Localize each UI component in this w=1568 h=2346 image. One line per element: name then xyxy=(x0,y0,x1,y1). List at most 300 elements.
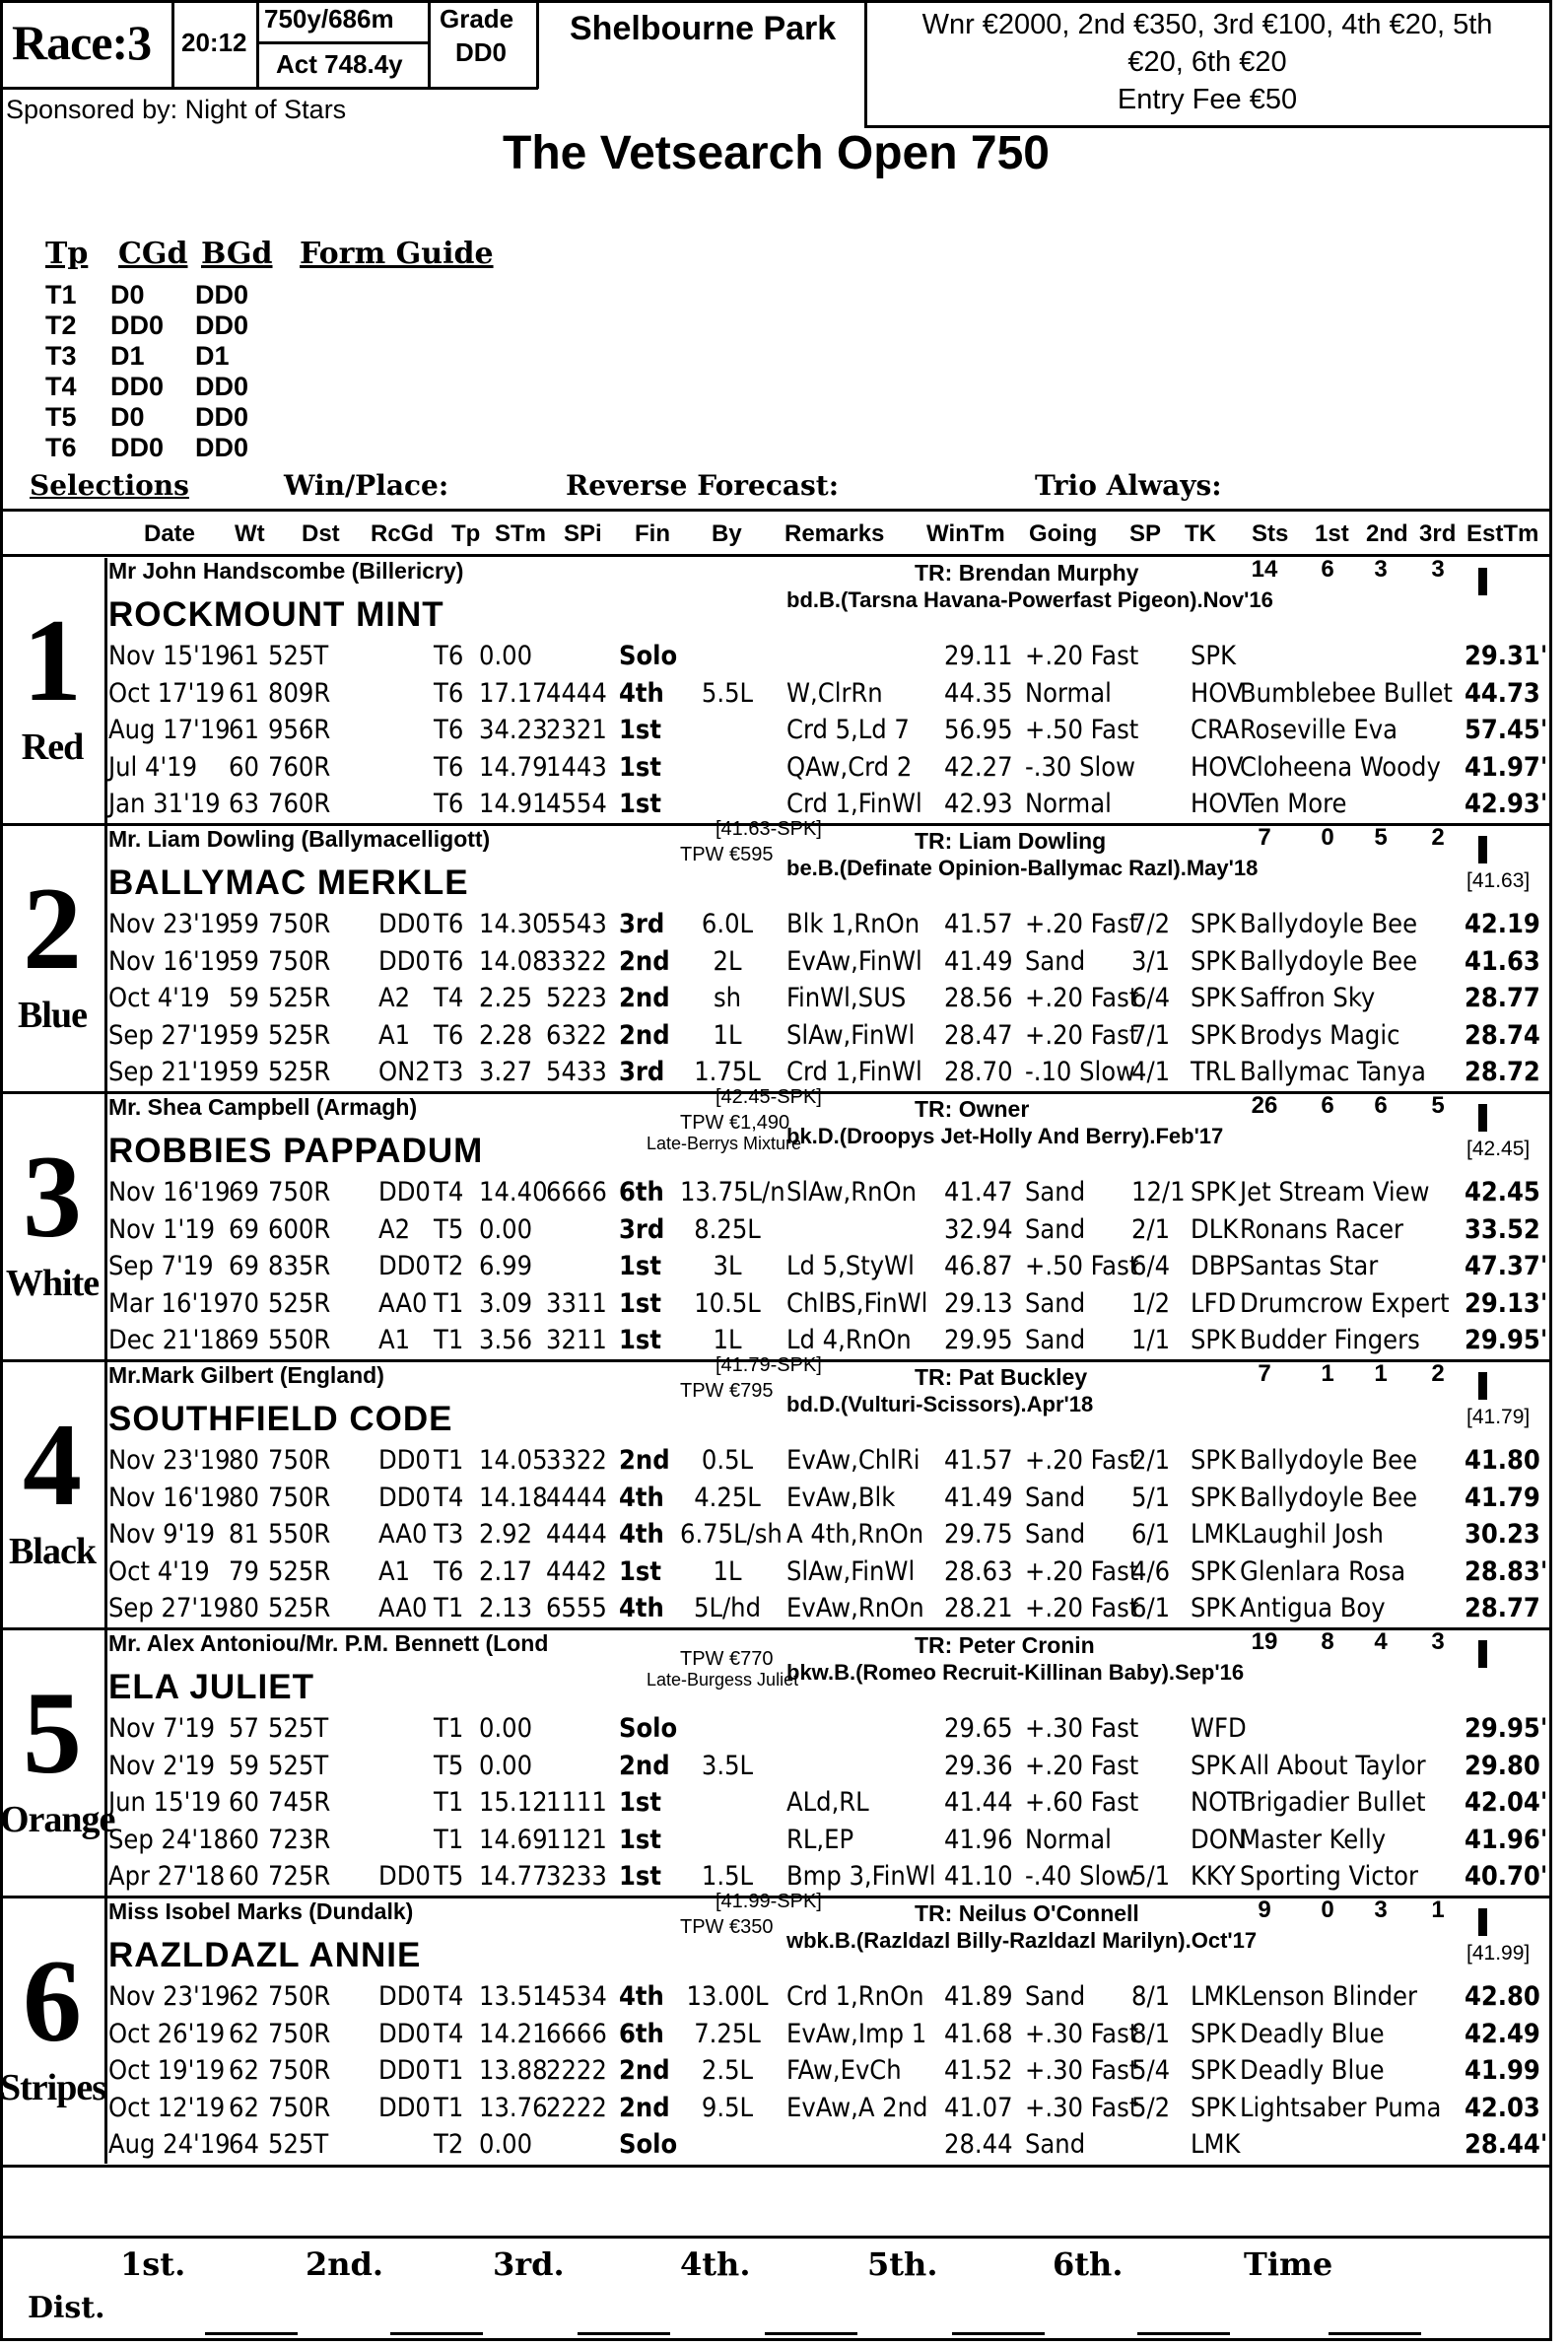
career-stat: 1 xyxy=(1431,1897,1445,1923)
form-line-cell: 14.69 xyxy=(479,1824,548,1855)
form-line-cell: T1 xyxy=(434,1593,464,1623)
place-label: Time xyxy=(1244,2245,1333,2283)
form-line-cell: 28.77 xyxy=(1465,1593,1540,1623)
form-line-cell: NOT xyxy=(1191,1787,1243,1818)
form-line-cell: 2.17 xyxy=(479,1555,533,1587)
form-line-cell: SPK xyxy=(1191,983,1236,1013)
form-line-cell: 41.99 xyxy=(1465,2055,1540,2086)
form-line-cell: 8.25L xyxy=(694,1213,761,1245)
form-line-cell: T6 xyxy=(434,945,464,977)
column-header: Remarks xyxy=(784,520,885,547)
form-line-cell: 2nd xyxy=(619,983,670,1013)
form-line-cell: 61 xyxy=(229,641,259,671)
trap-colour: Stripes xyxy=(0,2067,105,2108)
form-line-cell: W,ClrRn xyxy=(786,677,883,709)
form-line-cell: SPK xyxy=(1191,909,1236,939)
race-number: Race:3 xyxy=(12,15,152,70)
form-line-cell: A2 xyxy=(378,1213,411,1245)
trainer: TR: Liam Dowling xyxy=(915,828,1107,854)
form-line-cell: 29.65 xyxy=(944,1713,1013,1744)
career-stat: 3 xyxy=(1431,556,1445,583)
form-line-cell: A2 xyxy=(378,983,411,1013)
career-stat: 0 xyxy=(1321,824,1334,851)
form-line-cell: 6.99 xyxy=(479,1251,533,1281)
form-line-cell: 79 xyxy=(229,1555,259,1587)
form-line-cell: 1111 xyxy=(546,1787,607,1818)
track-name: Shelbourne Park xyxy=(570,10,837,47)
form-line-cell: 2nd xyxy=(619,945,670,977)
column-header: Dst xyxy=(302,520,340,547)
form-line-cell: -.30 Slow xyxy=(1025,751,1135,783)
form-line-cell: 28.56 xyxy=(944,983,1013,1013)
form-line-cell: 0.00 xyxy=(479,2129,533,2160)
race-title: The Vetsearch Open 750 xyxy=(503,127,1050,179)
form-line-cell: SlAw,RnOn xyxy=(786,1177,918,1208)
form-line-cell: Saffron Sky xyxy=(1240,983,1376,1013)
form-line-cell: Roseville Eva xyxy=(1240,715,1398,745)
form-line-cell: 750R xyxy=(268,1177,331,1208)
form-line-cell: 80 xyxy=(229,1482,259,1513)
personal-best: [41.79-SPK] xyxy=(716,1354,822,1376)
form-line-cell: 46.87 xyxy=(944,1251,1013,1281)
form-line-cell: 5433 xyxy=(546,1057,607,1087)
column-header: STm xyxy=(495,520,547,547)
form-line-cell: 1/1 xyxy=(1131,1325,1171,1355)
column-header: Tp xyxy=(451,520,481,547)
form-line-cell: 1st xyxy=(619,751,661,783)
form-line-cell: SPK xyxy=(1191,1445,1236,1476)
form-line-cell: T6 xyxy=(434,641,464,671)
form-line-cell: Jul 4'19 xyxy=(108,751,198,783)
trap-column-divider xyxy=(104,1630,107,1896)
career-stat: 8 xyxy=(1321,1628,1334,1655)
form-guide-cell: DD0 xyxy=(110,310,165,340)
form-line-cell: 42.03 xyxy=(1465,2092,1540,2123)
career-stat: 19 xyxy=(1251,1628,1278,1655)
form-line-cell: 15.12 xyxy=(479,1787,548,1818)
form-line-cell: 62 xyxy=(229,1981,259,2012)
form-line-cell: 28.70 xyxy=(944,1057,1013,1087)
total-prize-won: TPW €350 xyxy=(680,1916,774,1938)
form-line-cell: 750R xyxy=(268,2092,331,2123)
form-line-cell: 57.45' xyxy=(1465,715,1548,745)
form-line-cell: 41.57 xyxy=(944,909,1013,939)
form-line-cell: T1 xyxy=(434,2092,464,2123)
career-stat: 5 xyxy=(1431,1092,1445,1119)
form-line-cell: Oct 19'19 xyxy=(108,2055,226,2086)
total-prize-won: TPW €770 xyxy=(680,1648,774,1670)
form-line-cell: 14.77 xyxy=(479,1861,548,1892)
form-line-cell: 1/2 xyxy=(1131,1287,1171,1319)
trainer: TR: Peter Cronin xyxy=(915,1632,1095,1658)
trap-number: 1 xyxy=(23,594,82,725)
form-guide-cell: D1 xyxy=(110,341,145,371)
form-line-cell: 0.00 xyxy=(479,641,533,671)
form-line-cell: 6/1 xyxy=(1131,1519,1171,1550)
form-line-cell: 6th xyxy=(619,1177,664,1208)
form-line-cell: Nov 23'19 xyxy=(108,909,231,939)
form-line-cell: 60 xyxy=(229,751,259,783)
form-guide-cell: DD0 xyxy=(195,372,249,401)
form-line-cell: 5.5L xyxy=(701,677,754,709)
form-line-cell: Dec 21'18 xyxy=(108,1325,231,1355)
form-line-cell: TRL xyxy=(1191,1057,1236,1087)
form-guide-cell: DD0 xyxy=(110,372,165,401)
form-line-cell: Bumblebee Bullet xyxy=(1240,677,1453,709)
form-line-cell: T4 xyxy=(434,983,464,1013)
place-entry-line[interactable] xyxy=(1329,2332,1421,2335)
form-line-cell: 5/2 xyxy=(1131,2092,1171,2123)
form-line-cell: 59 xyxy=(229,983,259,1013)
form-line-cell: Aug 17'19 xyxy=(108,715,231,745)
form-line-cell: 13.88 xyxy=(479,2055,548,2086)
form-line-cell: 1st xyxy=(619,1555,661,1587)
form-line-cell: DD0 xyxy=(378,1251,431,1281)
form-line-cell: Deadly Blue xyxy=(1240,2018,1385,2049)
form-line-cell: Ballydoyle Bee xyxy=(1240,909,1418,939)
footer-divider xyxy=(0,2236,1552,2239)
career-stat: 14 xyxy=(1251,556,1278,583)
column-header: Wt xyxy=(235,520,265,547)
form-line-cell: SPK xyxy=(1191,1325,1236,1355)
career-stat: 1 xyxy=(1321,1360,1334,1387)
form-line-cell: 10.5L xyxy=(694,1287,761,1319)
place-label: 3rd. xyxy=(493,2245,565,2283)
place-entry-line[interactable] xyxy=(205,2332,298,2335)
form-line-cell: WFD xyxy=(1191,1713,1247,1744)
form-line-cell: +.20 Fast xyxy=(1025,1445,1139,1476)
form-line-cell: Sporting Victor xyxy=(1240,1861,1418,1892)
form-line-cell: 2nd xyxy=(619,1019,670,1051)
form-line-cell: 4th xyxy=(619,1593,664,1623)
form-line-cell: 4534 xyxy=(546,1981,607,2012)
form-line-cell: AA0 xyxy=(378,1519,428,1550)
place-label: 4th. xyxy=(680,2245,751,2283)
form-line-cell: 4/1 xyxy=(1131,1057,1171,1087)
form-line-cell: 3rd xyxy=(619,1213,665,1245)
late-name: Late-Berrys Mixture xyxy=(647,1134,802,1153)
form-line-cell: SPK xyxy=(1191,641,1236,671)
form-line-cell: 835R xyxy=(268,1251,331,1281)
form-line-cell: 81 xyxy=(229,1519,259,1550)
form-line-cell: SPK xyxy=(1191,945,1236,977)
form-line-cell: T2 xyxy=(434,1251,464,1281)
form-line-cell: 525R xyxy=(268,983,331,1013)
form-line-cell: ChlBS,FinWl xyxy=(786,1287,928,1319)
trainer: TR: Neilus O'Connell xyxy=(915,1900,1139,1926)
column-header: Date xyxy=(144,520,196,547)
form-line-cell: -.40 Slow xyxy=(1025,1861,1135,1892)
prize-line: €20, 6th €20 xyxy=(1127,46,1287,78)
form-line-cell: Sep 27'19 xyxy=(108,1593,229,1623)
column-header: EstTm xyxy=(1466,520,1539,547)
form-guide-cell: T5 xyxy=(45,402,77,432)
total-prize-won: TPW €595 xyxy=(680,844,774,865)
trap-number: 4 xyxy=(23,1399,82,1530)
form-line-cell: Solo xyxy=(619,641,678,671)
form-line-cell: 59 xyxy=(229,1057,259,1087)
form-line-cell: EvAw,RnOn xyxy=(786,1593,924,1623)
form-line-cell: 29.95 xyxy=(944,1325,1013,1355)
trap-column-divider xyxy=(104,1898,107,2164)
form-line-cell: Sand xyxy=(1025,1287,1086,1319)
form-guide-cell: T1 xyxy=(45,280,77,310)
grade-label: Grade xyxy=(440,4,514,34)
place-label: 5th. xyxy=(867,2245,938,2283)
form-line-cell: 70 xyxy=(229,1287,259,1319)
form-line-cell: 62 xyxy=(229,2092,259,2123)
form-line-cell: 2222 xyxy=(546,2055,607,2086)
form-line-cell: 28.83' xyxy=(1465,1555,1548,1587)
form-line-cell: 14.40 xyxy=(479,1177,548,1208)
form-line-cell: Ld 5,StyWl xyxy=(786,1251,915,1281)
form-line-cell: 4.25L xyxy=(694,1482,761,1513)
form-line-cell: 4th xyxy=(619,1482,664,1513)
form-line-cell: +.30 Fast xyxy=(1025,2018,1139,2049)
form-line-cell: 42.93 xyxy=(944,789,1013,819)
form-line-cell: 3/1 xyxy=(1131,945,1171,977)
form-line-cell: DD0 xyxy=(378,2092,431,2123)
trap-column-divider xyxy=(104,826,107,1091)
form-line-cell: 1443 xyxy=(546,751,607,783)
form-line-cell: 13.51 xyxy=(479,1981,548,2012)
race-distance: 750y/686m xyxy=(264,4,394,34)
form-line-cell: Antigua Boy xyxy=(1240,1593,1386,1623)
form-line-cell: T1 xyxy=(434,1787,464,1818)
form-line-cell: 750R xyxy=(268,1981,331,2012)
form-guide-cell: D1 xyxy=(195,341,230,371)
form-line-cell: 3.27 xyxy=(479,1057,533,1087)
form-line-cell: 29.95' xyxy=(1465,1325,1548,1355)
footer-divider xyxy=(0,2165,1552,2168)
form-line-cell: 6.75L/sh xyxy=(680,1519,783,1550)
form-line-cell: 750R xyxy=(268,909,331,939)
owner: Mr. Liam Dowling (Ballymacelligott) xyxy=(108,826,491,852)
trap-colour: Black xyxy=(9,1531,96,1572)
form-line-cell: 40.70' xyxy=(1465,1861,1548,1892)
rating-bar xyxy=(1478,1104,1487,1132)
form-line-cell: 28.47 xyxy=(944,1019,1013,1051)
prize-line: Entry Fee €50 xyxy=(1117,84,1298,115)
form-line-cell: Ten More xyxy=(1240,789,1347,819)
header-divider xyxy=(536,0,539,89)
form-line-cell: 41.63 xyxy=(1465,945,1540,977)
form-line-cell: 59 xyxy=(229,1019,259,1051)
dog-name: BALLYMAC MERKLE xyxy=(108,863,469,902)
form-line-cell: T6 xyxy=(434,715,464,745)
form-line-cell: 3311 xyxy=(546,1287,607,1319)
form-line-cell: 41.79 xyxy=(1465,1482,1540,1513)
sponsor: Sponsored by: Night of Stars xyxy=(6,95,347,124)
form-guide-cell: T2 xyxy=(45,310,77,340)
form-line-cell: 0.5L xyxy=(701,1445,754,1476)
dog-name: ROBBIES PAPPADUM xyxy=(108,1132,484,1170)
form-line-cell: DD0 xyxy=(378,1177,431,1208)
form-line-cell: Santas Star xyxy=(1240,1251,1379,1281)
form-line-cell: Cloheena Woody xyxy=(1240,751,1441,783)
form-line-cell: T6 xyxy=(434,789,464,819)
form-line-cell: 4442 xyxy=(546,1555,607,1587)
form-line-cell: Glenlara Rosa xyxy=(1240,1555,1406,1587)
form-line-cell: 525T xyxy=(268,1750,329,1781)
form-line-cell: 14.05 xyxy=(479,1445,548,1476)
form-line-cell: +.20 Fast xyxy=(1025,1555,1139,1587)
rating-bar xyxy=(1478,836,1487,863)
place-label: 1st. xyxy=(120,2245,186,2283)
form-line-cell: 62 xyxy=(229,2018,259,2049)
form-line-cell: HOV xyxy=(1191,677,1244,709)
form-line-cell: Ronans Racer xyxy=(1240,1213,1404,1245)
form-line-cell: 6666 xyxy=(546,1177,607,1208)
form-line-cell: 1L xyxy=(713,1325,742,1355)
form-line-cell: 41.49 xyxy=(944,1482,1013,1513)
form-line-cell: 41.97' xyxy=(1465,751,1548,783)
form-line-cell: 3rd xyxy=(619,909,665,939)
form-line-cell: sh xyxy=(713,983,742,1013)
column-header: 2nd xyxy=(1366,520,1408,547)
place-entry-line[interactable] xyxy=(1137,2332,1230,2335)
form-line-cell: 47.37' xyxy=(1465,1251,1548,1281)
form-line-cell: 4th xyxy=(619,1519,664,1550)
career-stat: 26 xyxy=(1251,1092,1278,1119)
form-line-cell: 2/1 xyxy=(1131,1213,1171,1245)
form-line-cell: T5 xyxy=(434,1750,464,1781)
form-line-cell: 8/1 xyxy=(1131,1981,1171,2012)
form-line-cell: 0.00 xyxy=(479,1213,533,1245)
dog-name: RAZLDAZL ANNIE xyxy=(108,1936,422,1974)
form-line-cell: 69 xyxy=(229,1325,259,1355)
form-line-cell: 2.28 xyxy=(479,1019,533,1051)
place-entry-line[interactable] xyxy=(578,2332,670,2335)
column-header: SP xyxy=(1129,520,1162,547)
form-line-cell: 61 xyxy=(229,677,259,709)
place-entry-line[interactable] xyxy=(952,2332,1045,2335)
place-entry-line[interactable] xyxy=(390,2332,483,2335)
form-line-cell: 4th xyxy=(619,677,664,709)
form-line-cell: 760R xyxy=(268,751,331,783)
form-line-cell: 2nd xyxy=(619,1750,670,1781)
owner: Miss Isobel Marks (Dundalk) xyxy=(108,1898,414,1924)
form-line-cell: 6/1 xyxy=(1131,1593,1171,1623)
form-line-cell: 14.18 xyxy=(479,1482,548,1513)
owner: Mr.Mark Gilbert (England) xyxy=(108,1362,384,1388)
form-line-cell: KKY xyxy=(1191,1861,1236,1892)
form-line-cell: 4th xyxy=(619,1981,664,2012)
form-line-cell: 41.80 xyxy=(1465,1445,1540,1476)
trap-number: 2 xyxy=(23,862,82,994)
form-line-cell: 34.23 xyxy=(479,715,548,745)
form-line-cell: Deadly Blue xyxy=(1240,2055,1385,2086)
form-line-cell: 41.68 xyxy=(944,2018,1013,2049)
form-line-cell: Oct 12'19 xyxy=(108,2092,226,2123)
form-line-cell: 69 xyxy=(229,1213,259,1245)
form-line-cell: 41.07 xyxy=(944,2092,1013,2123)
form-line-cell: 1L xyxy=(713,1019,742,1051)
form-guide-cell: DD0 xyxy=(195,433,249,462)
form-line-cell: 62 xyxy=(229,2055,259,2086)
form-line-cell: SPK xyxy=(1191,1482,1236,1513)
form-line-cell: T2 xyxy=(434,2129,464,2160)
form-line-cell: 525T xyxy=(268,641,329,671)
form-line-cell: 956R xyxy=(268,715,331,745)
form-guide-header-cgd: CGd xyxy=(118,237,188,271)
form-line-cell: HOV xyxy=(1191,789,1244,819)
form-line-cell: Brigadier Bullet xyxy=(1240,1787,1426,1818)
form-line-cell: 29.13 xyxy=(944,1287,1013,1319)
form-line-cell: +.20 Fast xyxy=(1025,1019,1139,1051)
form-line-cell: 3L xyxy=(713,1251,742,1281)
career-stat: 5 xyxy=(1374,824,1388,851)
form-line-cell: 1st xyxy=(619,789,661,819)
form-line-cell: 0.00 xyxy=(479,1750,533,1781)
form-line-cell: Lightsaber Puma xyxy=(1240,2092,1442,2123)
form-line-cell: 57 xyxy=(229,1713,259,1744)
form-line-cell: T3 xyxy=(434,1519,464,1550)
form-line-cell: AA0 xyxy=(378,1593,428,1623)
career-stat: 6 xyxy=(1321,1092,1334,1119)
form-line-cell: 5/1 xyxy=(1131,1861,1171,1892)
breeding: bkw.B.(Romeo Recruit-Killinan Baby).Sep'16 xyxy=(786,1660,1245,1685)
reverse-forecast-label: Reverse Forecast: xyxy=(566,469,840,502)
form-line-cell: 6/4 xyxy=(1131,983,1171,1013)
form-guide-cell: DD0 xyxy=(195,310,249,340)
form-line-cell: +.30 Fast xyxy=(1025,1713,1139,1744)
form-line-cell: Sand xyxy=(1025,1981,1086,2012)
form-line-cell: 41.89 xyxy=(944,1981,1013,2012)
career-stat: 6 xyxy=(1321,556,1334,583)
form-guide-cell: T4 xyxy=(45,372,77,401)
form-line-cell: 5L/hd xyxy=(694,1593,761,1623)
form-line-cell: 3.09 xyxy=(479,1287,533,1319)
form-line-cell: 3322 xyxy=(546,945,607,977)
breeding: bd.D.(Vulturi-Scissors).Apr'18 xyxy=(786,1392,1094,1416)
form-line-cell: Sep 21'19 xyxy=(108,1057,229,1087)
form-line-cell: EvAw,A 2nd xyxy=(786,2092,928,2123)
form-line-cell: 1st xyxy=(619,1287,661,1319)
form-line-cell: FinWl,SUS xyxy=(786,983,907,1013)
form-line-cell: +.20 Fast xyxy=(1025,1593,1139,1623)
form-line-cell: 2nd xyxy=(619,1445,670,1476)
form-line-cell: 525R xyxy=(268,1057,331,1087)
form-line-cell: Oct 4'19 xyxy=(108,983,210,1013)
form-line-cell: 59 xyxy=(229,945,259,977)
form-line-cell: Ballymac Tanya xyxy=(1240,1057,1426,1087)
form-line-cell: Nov 16'19 xyxy=(108,945,231,977)
form-line-cell: 5223 xyxy=(546,983,607,1013)
form-line-cell: DD0 xyxy=(378,909,431,939)
form-line-cell: 33.52 xyxy=(1465,1213,1540,1245)
form-line-cell: DD0 xyxy=(378,1445,431,1476)
form-line-cell: Master Kelly xyxy=(1240,1824,1387,1855)
place-entry-line[interactable] xyxy=(765,2332,857,2335)
form-line-cell: +.50 Fast xyxy=(1025,715,1139,745)
form-line-cell: 0.00 xyxy=(479,1713,533,1744)
career-stat: 1 xyxy=(1374,1360,1388,1387)
form-line-cell: LMK xyxy=(1191,2129,1241,2160)
form-line-cell: 61 xyxy=(229,715,259,745)
form-line-cell: Oct 4'19 xyxy=(108,1555,210,1587)
form-line-cell: T4 xyxy=(434,1482,464,1513)
form-line-cell: T5 xyxy=(434,1861,464,1892)
trio-label: Trio Always: xyxy=(1035,469,1222,502)
form-line-cell: 1L xyxy=(713,1555,742,1587)
form-line-cell: ON2 xyxy=(378,1057,431,1087)
form-line-cell: 69 xyxy=(229,1251,259,1281)
form-line-cell: 12/1 xyxy=(1131,1177,1186,1208)
career-stat: 0 xyxy=(1321,1897,1334,1923)
form-line-cell: 3322 xyxy=(546,1445,607,1476)
form-guide-header-trap: Tp xyxy=(45,237,89,271)
